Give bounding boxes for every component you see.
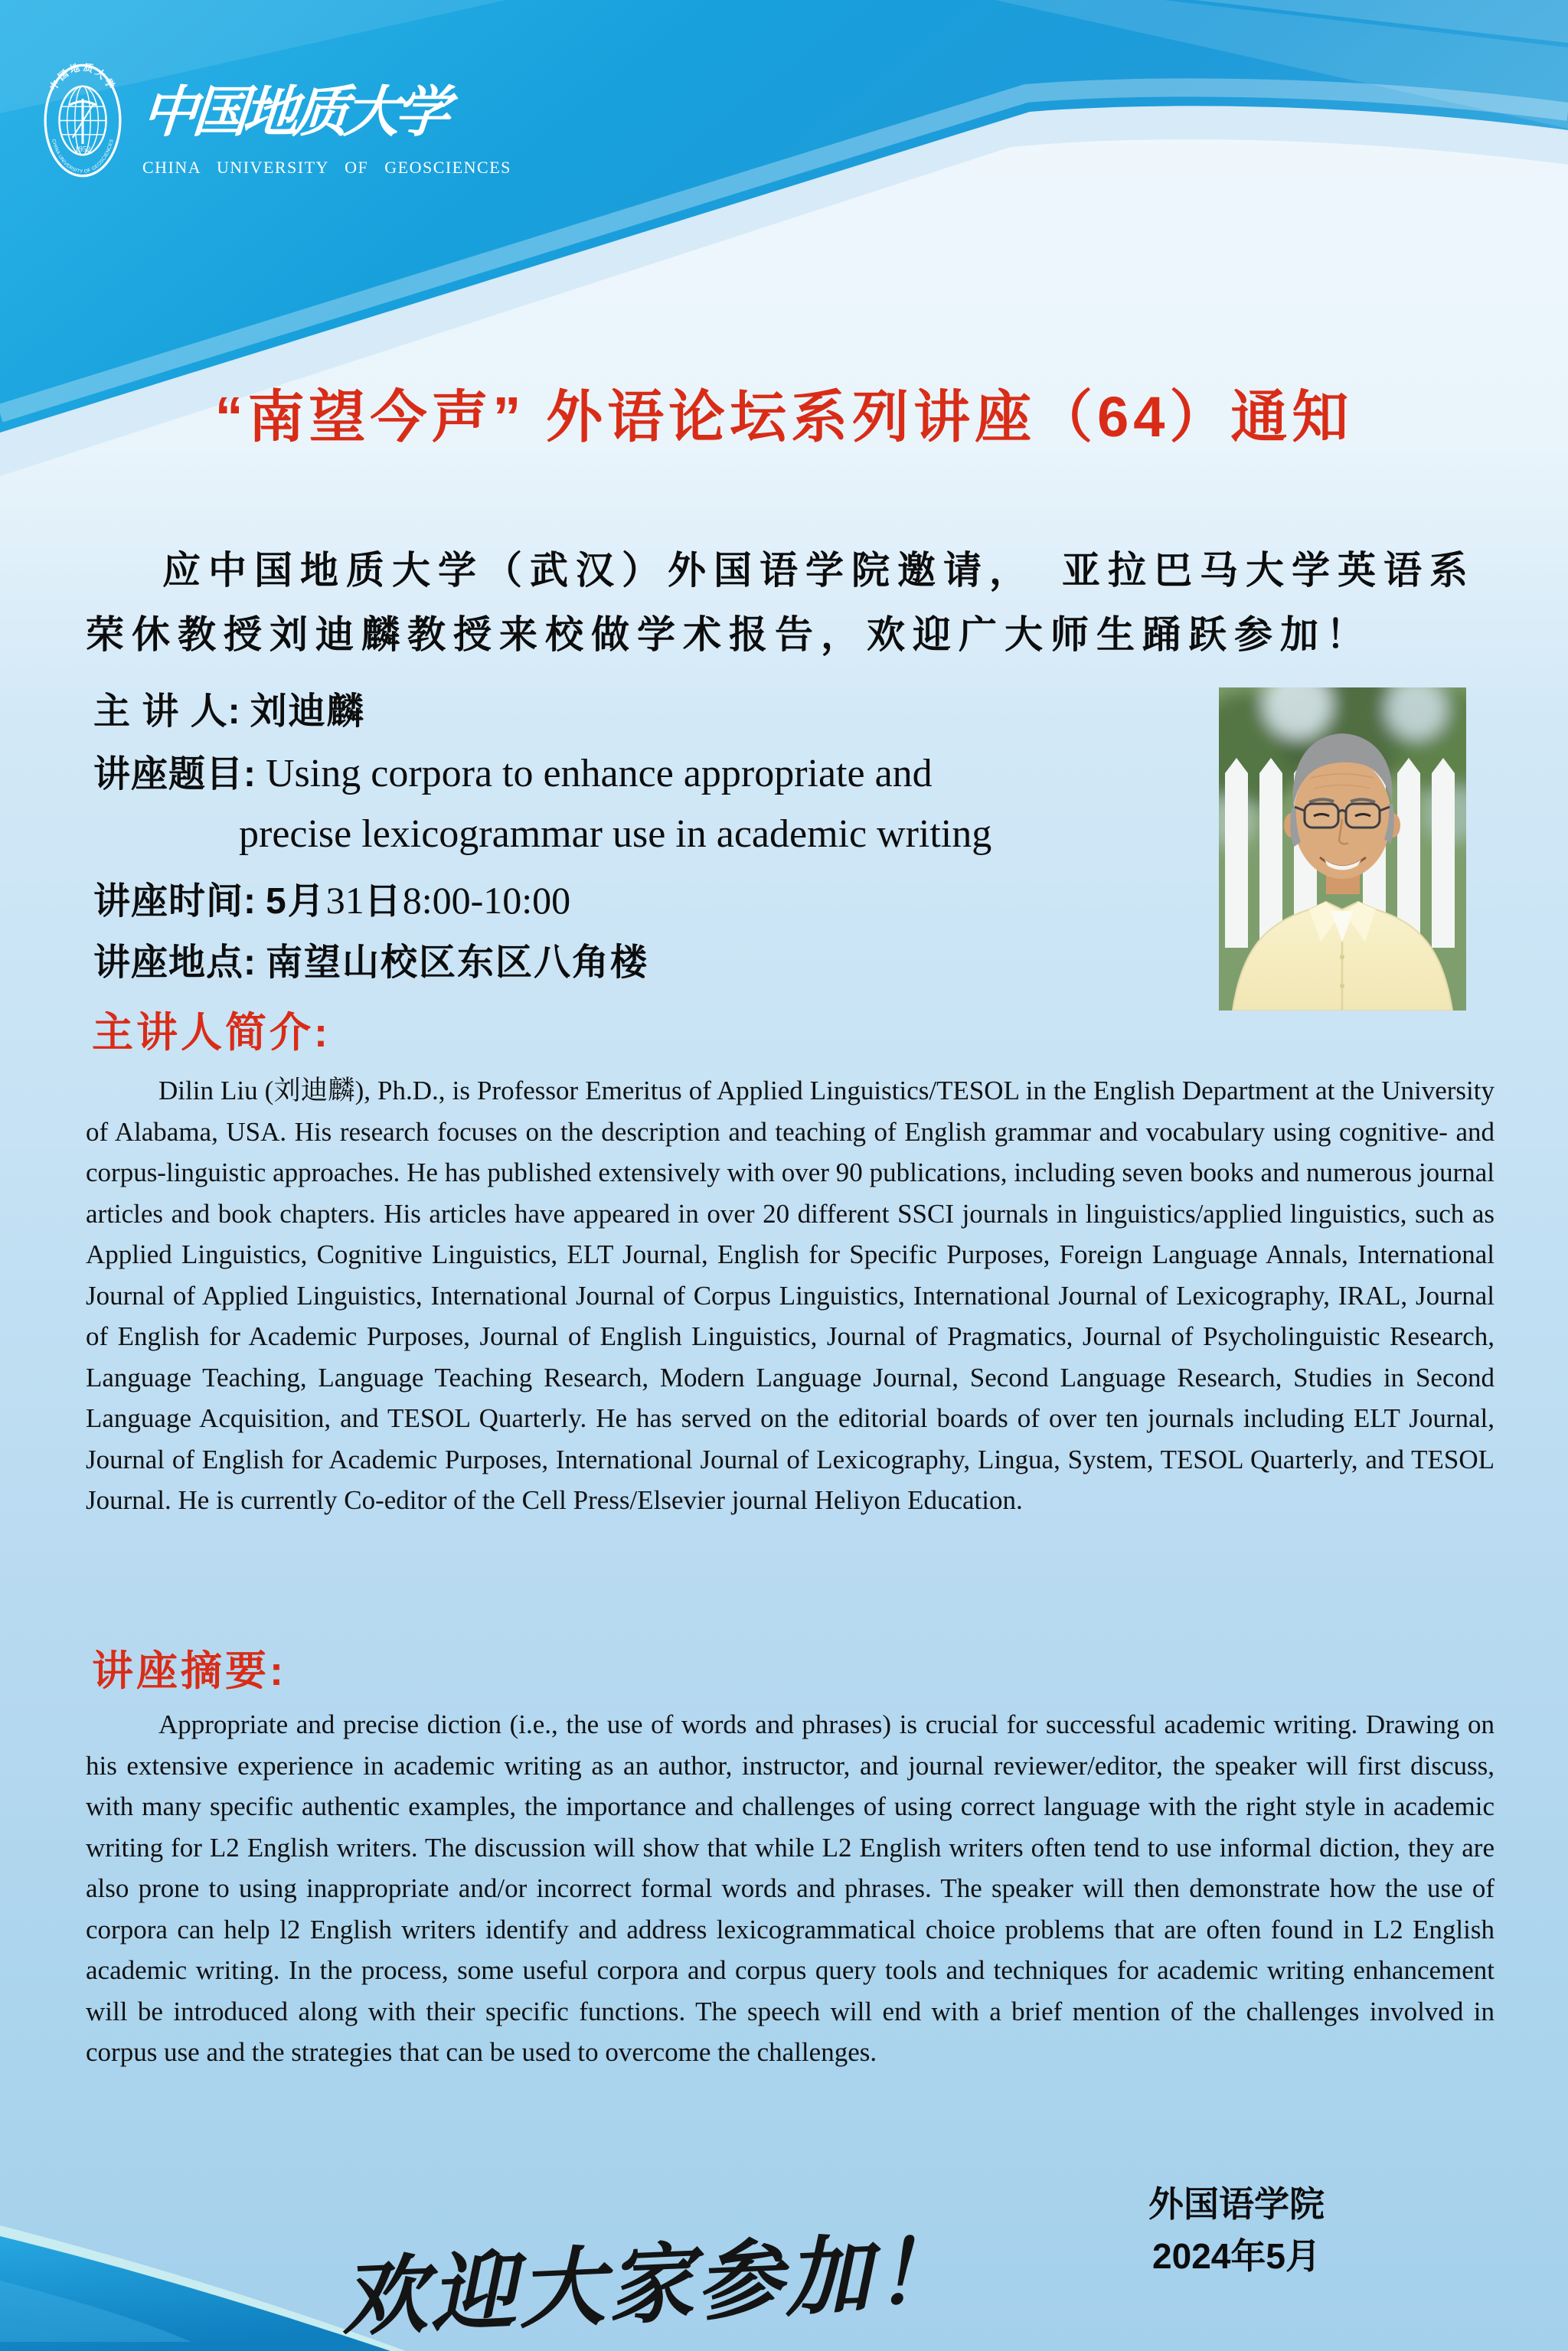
university-logo	[40, 58, 126, 183]
organizer-date: 2024年5月	[1152, 2236, 1321, 2276]
topic-row	[93, 744, 933, 797]
time-range: 8:00-10:00	[402, 879, 571, 922]
logo-year: 1952	[74, 145, 91, 155]
university-wordmark	[139, 67, 511, 178]
svg-text:CHINA UNIVERSITY OF GEOSCIENCE	[51, 139, 115, 175]
time-month: 5月	[266, 881, 326, 922]
topic-line-1: Using corpora to enhance appropriate and	[266, 752, 933, 795]
topic-row-continued	[230, 811, 991, 857]
logo-ring-chinese: 中国地质大学	[47, 60, 119, 93]
logo-ring-english: CHINA UNIVERSITY OF GEOSCIENCES	[51, 139, 115, 175]
organizer-name: 外国语学院	[1148, 2184, 1325, 2224]
intro-line-2: 荣休教授刘迪麟教授来校做学术报告，欢迎广大师生踊跃参加！	[86, 613, 1372, 656]
speaker-photo	[1219, 687, 1466, 1011]
intro-line-1: 应中国地质大学（武汉）外国语学院邀请， 亚拉巴马大学英语系	[162, 549, 1475, 592]
speaker-name: 刘迪麟	[250, 691, 365, 732]
speaker-label: 主 讲 人:	[93, 691, 241, 732]
bio-paragraph: Dilin Liu (刘迪麟), Ph.D., is Professor Emeritus of Applied Linguistics/TESOL in the English Department at the University of Alabama, USA. His research focuses on the description and teaching of English grammar and vocabulary using cognitive- and corpus-linguistic approaches. He has published extensively with over 90 publications, including seven books and numerous journal articles and book chapters. His articles have appeared in over 20 different SSCI journals in linguistics/applied linguistics, such as Applied Linguistics, Cognitive Linguistics, ELT Journal, English for Specific Purposes, Foreign Language Annals, International Journal of Applied Linguistics, International Journal of Corpus Linguistics, International Journal of Lexicography, IRAL, Journal of English for Academic Purposes, Journal of English Linguistics, Journal of Pragmatics, Journal of Psycholinguistic Research, Language Teaching, Language Teaching Research, Modern Language Journal, Second Language Research, Studies in Second Language Acquisition, and TESOL Quarterly. He has served on the editorial boards of over ten journals including ELT Journal, Journal of English for Academic Purposes, International Journal of Lexicography, Lingua, System, TESOL Quarterly, and TESOL Journal. He is currently Co-editor of the Cell Press/Elsevier journal Heliyon Education.	[86, 1076, 1494, 1515]
time-label: 讲座时间:	[93, 881, 256, 922]
page-title: “南望今声” 外语论坛系列讲座（64）通知	[214, 385, 1354, 449]
time-day-number: 31	[325, 879, 364, 922]
abstract-section-heading: 讲座摘要:	[92, 1648, 286, 1694]
university-name-chinese: 中国地质大学	[139, 79, 448, 144]
time-day-suffix: 日	[364, 881, 403, 922]
time-row	[93, 871, 570, 924]
bio-section-heading: 主讲人简介:	[92, 1010, 331, 1056]
topic-label: 讲座题目:	[93, 754, 256, 795]
intro-paragraph	[86, 538, 1498, 667]
venue-label: 讲座地点:	[93, 942, 256, 983]
venue-value: 南望山校区东区八角楼	[266, 942, 649, 983]
venue-row	[93, 932, 648, 985]
welcome-calligraphy: 欢迎大家参加！	[338, 2221, 965, 2349]
topic-line-2: precise lexicogrammar use in academic writing	[239, 812, 992, 856]
speaker-row	[93, 681, 365, 734]
university-name-english: CHINA UNIVERSITY OF GEOSCIENCES	[142, 158, 511, 177]
organizer-block	[1045, 2178, 1428, 2282]
abstract-paragraph: Appropriate and precise diction (i.e., the use of words and phrases) is crucial for successful academic writing. Drawing on his extensive experience in academic writing as an author, instructor, and journal reviewer/editor, the speaker will first discuss, with many specific authentic examples, the importance and challenges of using correct language with the right style in academic writing for L2 English writers. The discussion will show that while L2 English writers often tend to use informal diction, they are also prone to using inappropriate and/or incorrect formal words and phrases. The speaker will then demonstrate how the use of corpora can help l2 English writers identify and address lexicogrammatical choice problems that are often found in L2 English academic writing. In the process, some useful corpora and corpus query tools and techniques for academic writing enhancement will be introduced along with their specific functions. The speech will end with a brief mention of the challenges involved in corpus use and the strategies that can be used to overcome the challenges.	[86, 1709, 1494, 2067]
